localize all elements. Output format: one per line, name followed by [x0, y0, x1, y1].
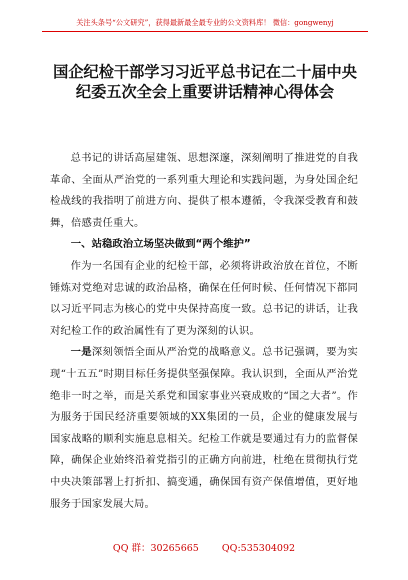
- header-banner: [42, 5, 368, 32]
- footer-contact: [0, 540, 408, 554]
- section1-p2-text: 深刻领悟全面从严治党的战略意义。总书记强调，要为实现“十五五”时期目标任务提供坚强保障。我认识到，全面从严治党绝非一时之举，而是关系党和国家事业兴衰成败的“国之大者”。作为服务于国民经济重要领域的XX集团的一员，企业的健康发展与国家战略的顺利实施息息相关。纪检工作就是要通过有力的监督保障，确保企业始终沿着党指引的正确方向前进，杜绝在贯彻执行党中央决策部署上打折扣、搞变通，确保国有资产保值增值，更好地服务于国家发展大局。: [50, 346, 359, 510]
- footer-qq-group: QQ 群：30265665: [112, 543, 199, 554]
- section1-paragraph-2: [50, 342, 358, 515]
- intro-paragraph: 总书记的讲话高屋建瓴、思想深邃，深刻阐明了推进党的自我革命、全面从严治党的一系列重大理论和实践问题，为身处国企纪检战线的我指明了前进方向、提供了根本遵循，令我深受教育和鼓舞，倍感责任重大。: [50, 152, 358, 229]
- section1-p2-lead: 一是: [70, 346, 92, 359]
- document-body: [50, 148, 358, 515]
- document-title: 国企纪检干部学习习近平总书记在二十届中央纪委五次全会上重要讲话精神心得体会: [53, 63, 357, 101]
- section1-heading: 一、站稳政治立场坚决做到“两个维护”: [70, 238, 251, 251]
- footer-qq: QQ:535304092: [221, 543, 296, 554]
- header-promo-text: 关注头条号“公文研究”，获得最新最全最专业的公文资料库！ 微信：gongwenyj: [76, 18, 334, 27]
- section1-paragraph-1: 作为一名国有企业的纪检干部，必须将讲政治放在首位，不断锤炼对党绝对忠诚的政治品格，确保在任何时候、任何情况下都同以习近平同志为核心的党中央保持高度一致。总书记的讲话，让我对纪检工作的政治属性有了更为深刻的认识。: [50, 259, 358, 337]
